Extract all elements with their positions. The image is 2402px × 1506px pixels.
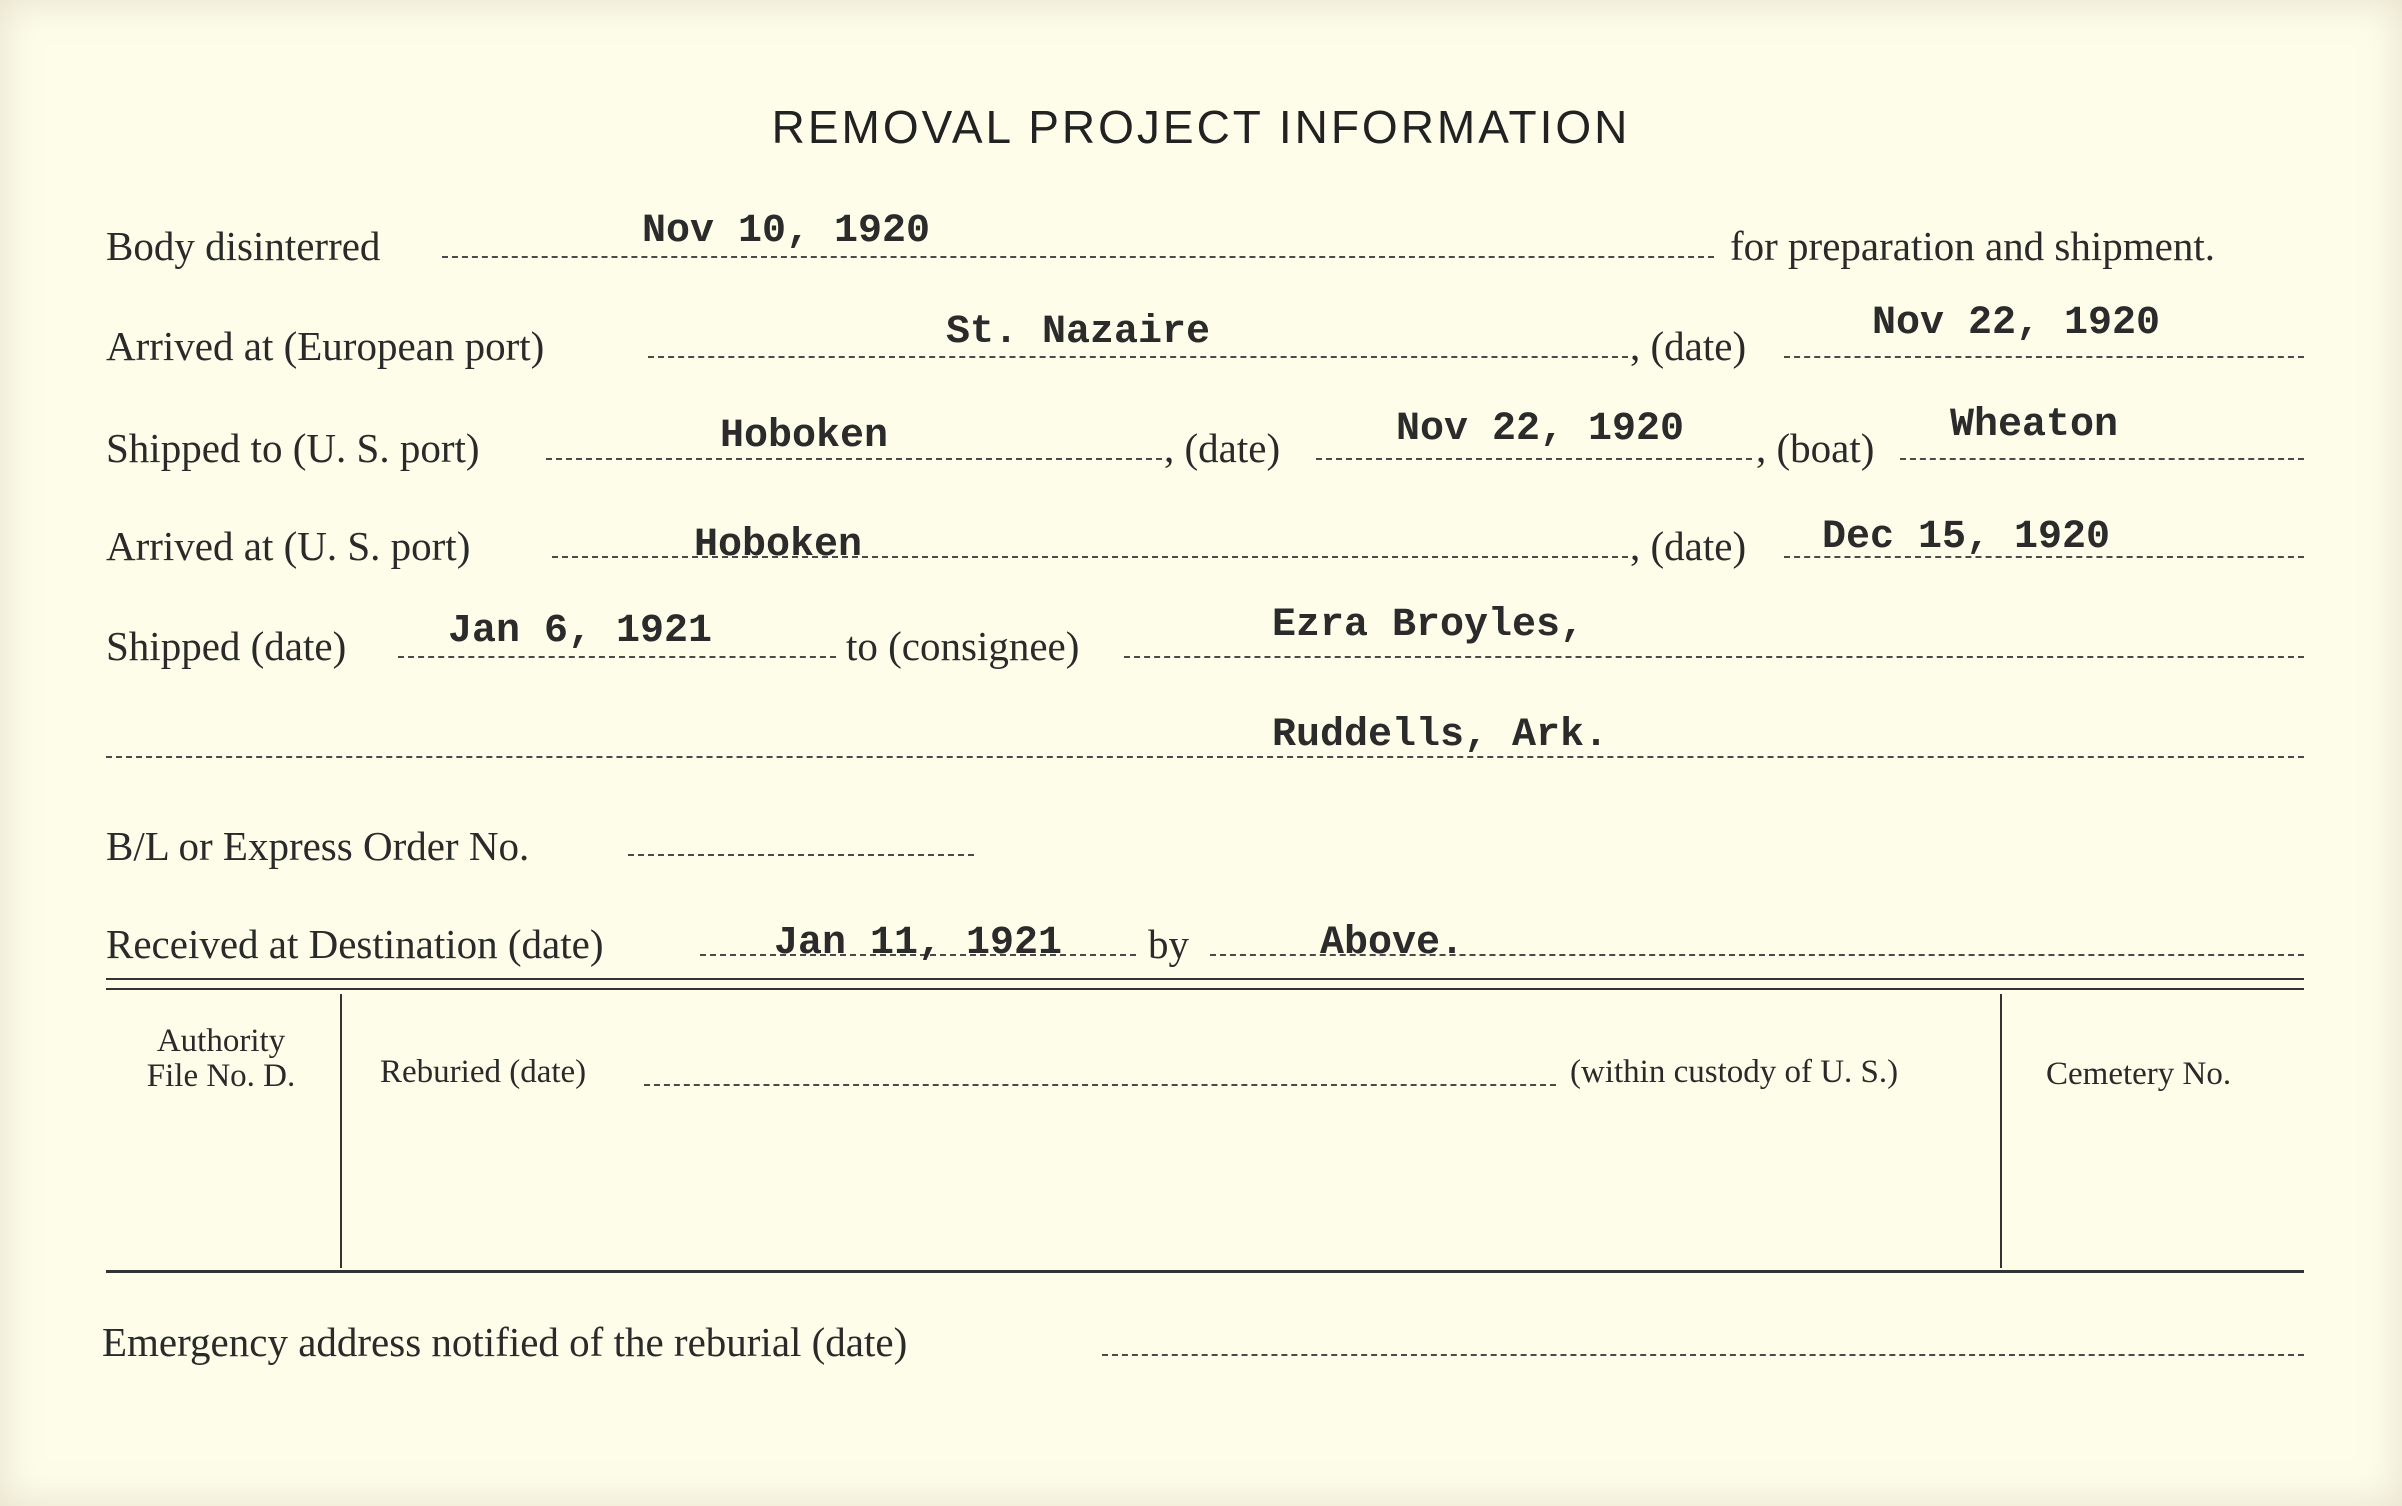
box-top-rule-1 [106, 978, 2304, 980]
box-divider-left [340, 994, 342, 1268]
european-date-value: Nov 22, 1920 [1872, 301, 2161, 346]
european-port-value: St. Nazaire [946, 310, 1211, 355]
us-port-shipped-label: Shipped to (U. S. port) [106, 425, 480, 471]
consignee-line [1124, 656, 2304, 658]
express-order-line [628, 854, 974, 856]
box-divider-right [2000, 994, 2002, 1268]
box-bottom-rule [106, 1270, 2304, 1273]
boat-label: , (boat) [1756, 425, 1875, 471]
shipped-date-label: Shipped (date) [106, 623, 347, 669]
reburied-label: Reburied (date) [380, 1054, 587, 1090]
received-by-value: Above. [1320, 921, 1465, 966]
form-title: REMOVAL PROJECT INFORMATION [771, 101, 1631, 153]
reburied-line [644, 1084, 1556, 1086]
body-disinterred-label: Body disinterred [106, 223, 381, 269]
boat-value: Wheaton [1950, 403, 2119, 448]
us-arrived-date-value: Dec 15, 1920 [1822, 515, 2111, 560]
shipped-date-value: Jan 6, 1921 [448, 609, 713, 654]
boat-line [1900, 458, 2304, 460]
european-date-label: , (date) [1630, 323, 1747, 369]
custody-label: (within custody of U. S.) [1570, 1054, 1899, 1090]
us-port-shipped-value: Hoboken [720, 414, 889, 459]
body-disinterred-line [442, 256, 1714, 258]
authority-file-label [106, 1024, 336, 1093]
received-destination-label: Received at Destination (date) [106, 921, 604, 967]
cemetery-label: Cemetery No. [2046, 1056, 2232, 1092]
consignee-label: to (consignee) [846, 623, 1080, 669]
us-port-arrived-label: Arrived at (U. S. port) [106, 523, 471, 569]
us-shipped-date-label: , (date) [1164, 425, 1281, 471]
consignee-address-line [106, 756, 2304, 758]
emergency-address-label: Emergency address notified of the reburial (date) [102, 1319, 908, 1365]
body-disinterred-value: Nov 10, 1920 [642, 209, 931, 254]
received-by-label: by [1148, 921, 1189, 967]
european-port-label: Arrived at (European port) [106, 323, 545, 369]
us-shipped-date-value: Nov 22, 1920 [1396, 407, 1685, 452]
us-arrived-date-label: , (date) [1630, 523, 1747, 569]
emergency-address-line [1102, 1354, 2304, 1356]
box-top-rule-2 [106, 988, 2304, 990]
authority-label: Authority [156, 1023, 286, 1059]
file-no-label: File No. D. [146, 1057, 296, 1094]
consignee-value: Ezra Broyles, [1272, 603, 1585, 648]
shipped-date-line [398, 656, 836, 658]
european-port-line [648, 356, 1628, 358]
express-order-label: B/L or Express Order No. [106, 823, 530, 869]
consignee-address-value: Ruddells, Ark. [1272, 713, 1609, 758]
european-date-line [1784, 356, 2304, 358]
preparation-shipment-label: for preparation and shipment. [1730, 223, 2216, 269]
us-shipped-date-line [1316, 458, 1752, 460]
received-date-value: Jan 11, 1921 [774, 921, 1063, 966]
us-port-arrived-value: Hoboken [694, 523, 863, 568]
